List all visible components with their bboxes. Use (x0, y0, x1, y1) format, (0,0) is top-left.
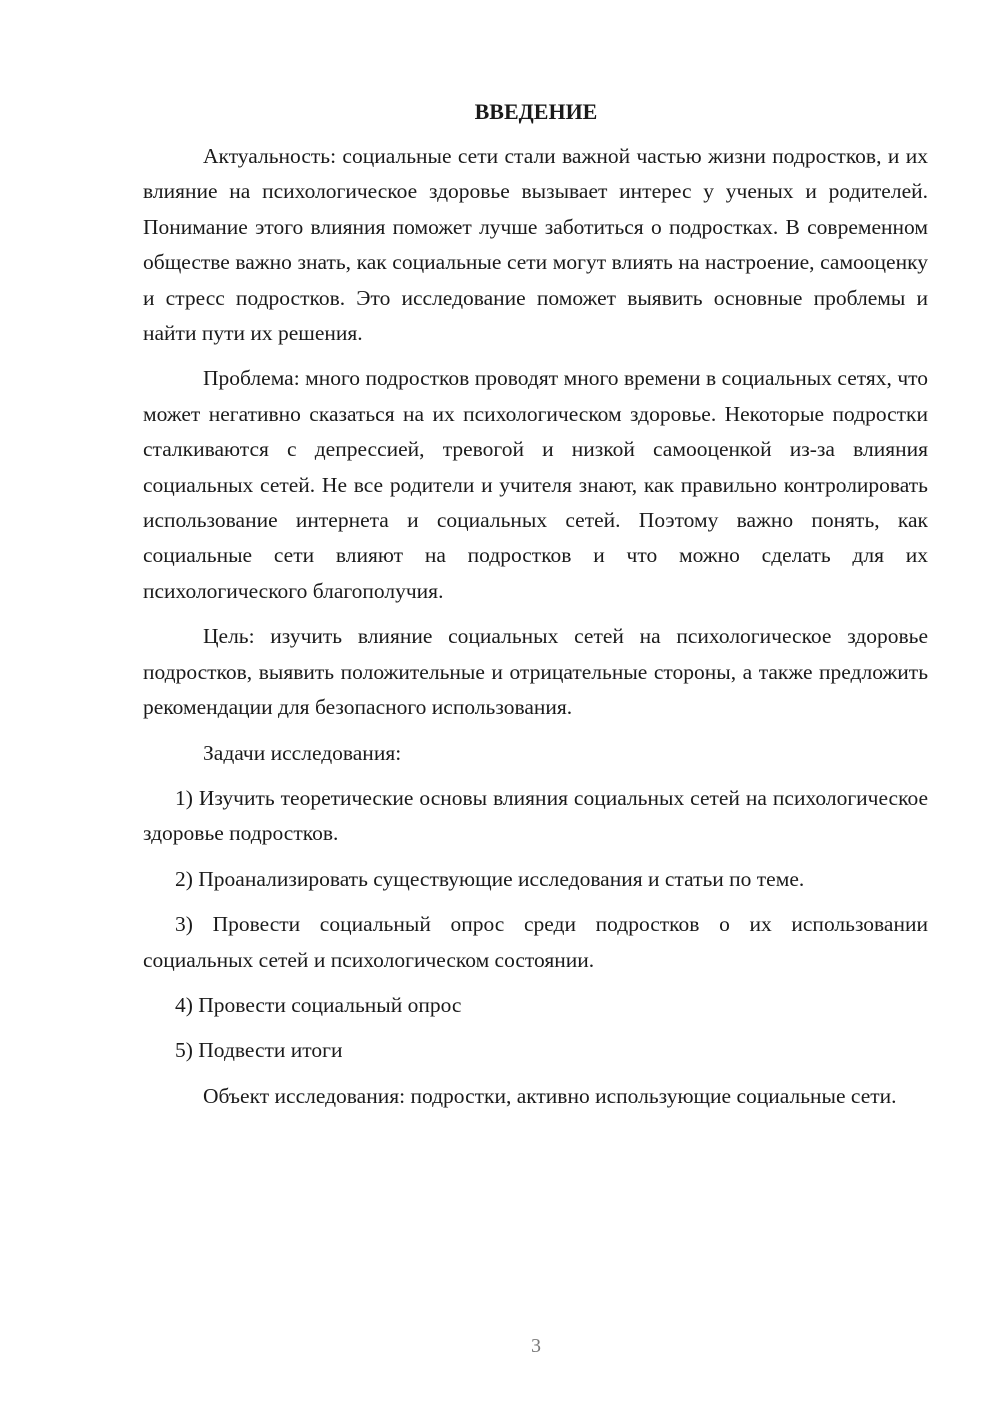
relevance-paragraph: Актуальность: социальные сети стали важной частью жизни подростков, и их влияние на психологическое здоровье вызывает интерес у ученых и родителей. Понимание этого влияния поможет лучше заботиться о подростках. В современном обществе важно знать, как социальные сети могут влиять на настроение, самооценку и стресс подростков. Это исследование поможет выявить основные проблемы и найти пути их решения. (143, 144, 928, 346)
task-item-1: 1) Изучить теоретические основы влияния социальных сетей на психологическое здоровье подростков. (143, 785, 928, 846)
page-content (143, 94, 928, 1114)
object-paragraph: Объект исследования: подростки, активно использующие социальные сети. (203, 1083, 897, 1108)
problem-paragraph: Проблема: много подростков проводят много времени в социальных сетях, что может негативно сказаться на их психологическом здоровье. Некоторые подростки сталкиваются с депрессией, тревогой и низкой самооценкой из-за влияния социальных сетей. Не все родители и учителя знают, как правильно контролировать использование интернета и социальных сетей. Поэтому важно понять, как социальные сети влияют на подростков и что можно сделать для их психологического благополучия. (143, 366, 928, 603)
task-item-5: 5) Подвести итоги (175, 1038, 343, 1063)
task-item-2: 2) Проанализировать существующие исследования и статьи по теме. (175, 866, 805, 891)
tasks-title: Задачи исследования: (203, 740, 402, 765)
task-item-3: 3) Провести социальный опрос среди подростков о их использовании социальных сетей и психологическом состоянии. (143, 912, 928, 972)
page-number: 3 (531, 1335, 541, 1357)
section-heading: ВВЕДЕНИЕ (474, 99, 598, 124)
goal-paragraph: Цель: изучить влияние социальных сетей на психологическое здоровье подростков, выявить положительные и отрицательные стороны, а также предложить рекомендации для безопасного использования. (143, 624, 928, 720)
task-item-4: 4) Провести социальный опрос (175, 992, 462, 1017)
